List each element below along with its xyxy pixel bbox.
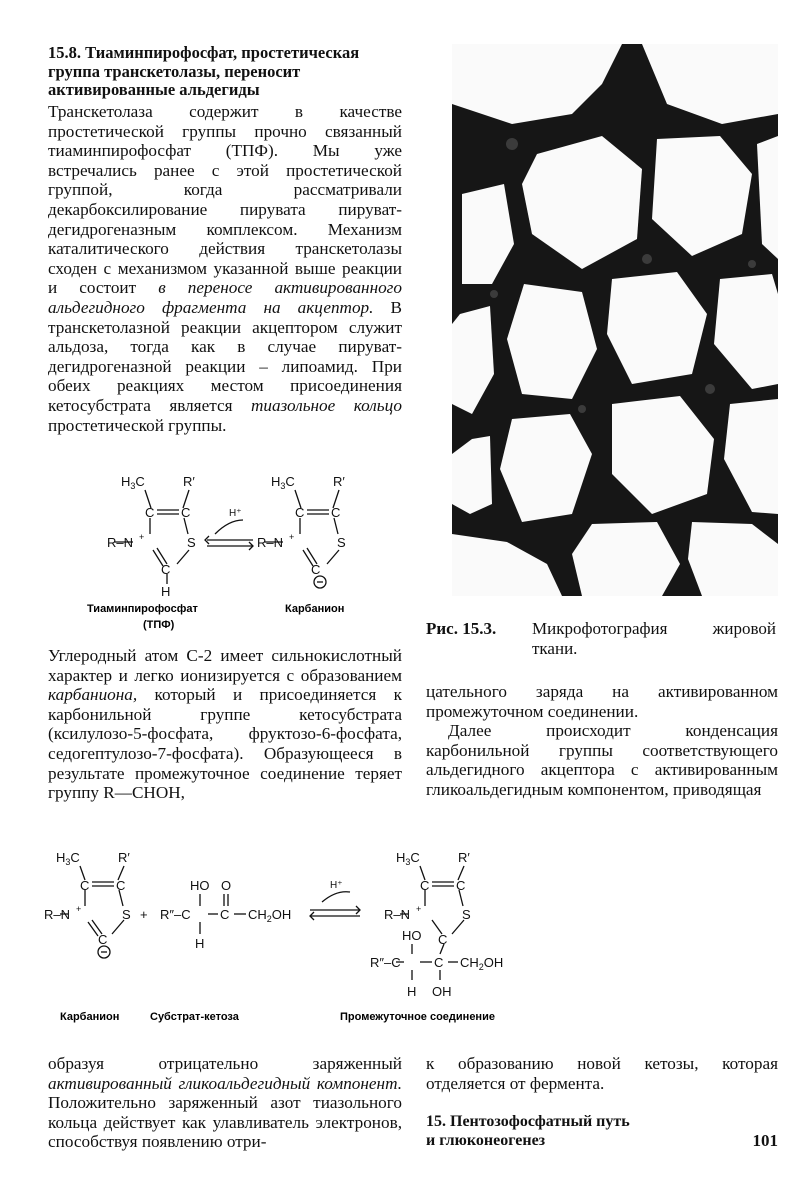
paragraph-intro [48, 102, 402, 435]
svg-text:R–N: R–N [44, 907, 71, 922]
text-run: который и присоединяется к карбонильной группе кетосубстрата (ксилулозо-5-фосфата, фруктозо-6-фосфата, седогептулозо-7-фосфата). Образующееся в результате промежуточное соединение теряет группу R—CHOH, [48, 685, 402, 803]
svg-text:HO: HO [190, 878, 210, 893]
chapter-title-line1: 15. Пентозофосфатный путь [426, 1113, 630, 1130]
svg-text:C: C [116, 878, 126, 893]
svg-text:R–N: R–N [384, 907, 411, 922]
label-tpp-abbr: (ТПФ) [143, 619, 175, 631]
svg-text:C: C [181, 505, 191, 520]
svg-text:R″–C: R″–C [370, 955, 401, 970]
chapter-title-line2: и глюконеогенез [426, 1132, 546, 1149]
svg-text:R′: R′ [333, 474, 345, 489]
page-footer [426, 1112, 778, 1150]
text-italic: тиазольное кольцо [250, 395, 402, 415]
arrow-label: H⁺ [330, 880, 343, 891]
text-run: образуя отрицательно заряженный [48, 1054, 402, 1073]
svg-text:H: H [161, 584, 171, 599]
svg-text:R′: R′ [183, 474, 195, 489]
svg-text:S: S [122, 907, 131, 922]
svg-text:+: + [139, 532, 145, 542]
section-title-line1: 15.8. Тиаминпирофосфат, простетическая [48, 43, 360, 62]
text-italic: активированный гликоальдегидный компонент. [48, 1073, 402, 1093]
label-intermediate: Промежуточное соединение [340, 1011, 495, 1023]
caption-label: Рис. 15.3. [426, 619, 497, 638]
svg-text:H3C: $H_3C$ [271, 474, 295, 491]
svg-text:C: C [98, 932, 108, 947]
svg-text:H: H [195, 936, 205, 951]
svg-text:C: C [295, 505, 305, 520]
label-carbanion: Карбанион [285, 603, 345, 615]
svg-text:+: + [289, 532, 295, 542]
svg-text:S: S [337, 535, 346, 550]
svg-text:+: + [76, 904, 82, 914]
svg-text:C: C [145, 505, 155, 520]
arrow-label: H⁺ [229, 508, 242, 519]
section-title-line2: группа транскетолазы, переносит [48, 61, 301, 81]
svg-text:H3C: $H_3C$ [121, 474, 145, 491]
svg-text:C: C [161, 562, 171, 577]
label-substrate: Субстрат-кетоза [150, 1011, 239, 1023]
svg-text:C: C [220, 907, 230, 922]
micrograph-image [452, 44, 778, 596]
svg-text:C: C [456, 878, 466, 893]
svg-text:S: S [462, 907, 471, 922]
paragraph-text: к образованию новой кетозы, которая отделяется от фермента. [426, 1054, 778, 1093]
svg-text:C: C [331, 505, 341, 520]
svg-text:OH: OH [432, 984, 452, 999]
svg-text:+: + [140, 907, 148, 922]
text-run: Транскетолаза содержит в качестве простетической группы прочно связанный тиаминпирофосфат (ТПФ). Мы уже встречались ранее с этой простетической группой, когда рассматривали декарбоксилирование пирувата пируват-дегидрогеназным комплексом. Механизм каталитического действия транскетолазы сходен с механизмом указанной выше реакции и состоит [48, 102, 402, 298]
svg-text:R′: R′ [118, 850, 130, 865]
svg-text:R″–C: R″–C [160, 907, 191, 922]
svg-text:S: S [187, 535, 196, 550]
svg-text:H3C: $H_3C$ [396, 850, 420, 867]
caption-text: Микрофотография жировой ткани. [532, 619, 776, 658]
paragraph-carbanion [48, 646, 402, 803]
text-italic: карбаниона, [48, 685, 138, 705]
paragraph-continued: цательного заряда на активированном промежуточном соединении. [426, 682, 778, 721]
paragraph-glycoaldehyde [48, 1054, 402, 1152]
text-italic: в переносе активированного альдегидного фрагмента на акцептор. [48, 278, 402, 317]
svg-text:C: C [434, 955, 444, 970]
svg-text:O: O [221, 878, 232, 893]
svg-text:R′: R′ [458, 850, 470, 865]
page-number: 101 [752, 1131, 778, 1150]
text-run: простетической группы. [48, 415, 227, 435]
svg-text:C: C [80, 878, 90, 893]
adipose-tissue-illustration [452, 44, 778, 596]
label-carbanion: Карбанион [60, 1011, 120, 1023]
right-column-text [426, 682, 778, 800]
svg-text:H: H [407, 984, 417, 999]
svg-text:R–N: R–N [107, 535, 134, 550]
section-title-line3: активированные альдегиды [48, 80, 260, 99]
svg-text:HO: HO [402, 928, 422, 943]
label-tpp: Тиаминпирофосфат [87, 603, 198, 615]
text-run: В транскетолазной реакции акцептором служит альдоза, тогда как в случае пируват-дегидрогеназной реакции – липоамид. При обеих реакциях местом присоединения кетосубстрата является [48, 297, 403, 415]
scheme-tpp-carbanion [87, 470, 405, 635]
text-run: Положительно заряженный азот тиазольного кольца действует как улавливатель электронов, способствуя появлению отри- [48, 1093, 402, 1152]
svg-text:R–N: R–N [257, 535, 284, 550]
svg-text:CH2OH: $CH_2OH$ [460, 955, 504, 972]
section-heading [48, 44, 408, 100]
scheme-condensation [40, 840, 560, 1030]
svg-text:CH2OH: $CH_2OH$ [248, 907, 292, 924]
svg-text:H3C: $H_3C$ [56, 850, 80, 867]
paragraph-condensation: Далее происходит конденсация карбонильной группы соответствующего альдегидного акцептора с активированным гликоальдегидным компонентом, приводящая [426, 721, 778, 799]
svg-text:C: C [311, 562, 321, 577]
figure-caption [426, 619, 778, 659]
paragraph-new-ketose [426, 1054, 778, 1093]
svg-text:C: C [420, 878, 430, 893]
text-run: Углеродный атом С-2 имеет сильнокислотный характер и легко ионизируется с образованием [48, 646, 402, 685]
svg-text:C: C [438, 932, 448, 947]
svg-text:+: + [416, 904, 422, 914]
